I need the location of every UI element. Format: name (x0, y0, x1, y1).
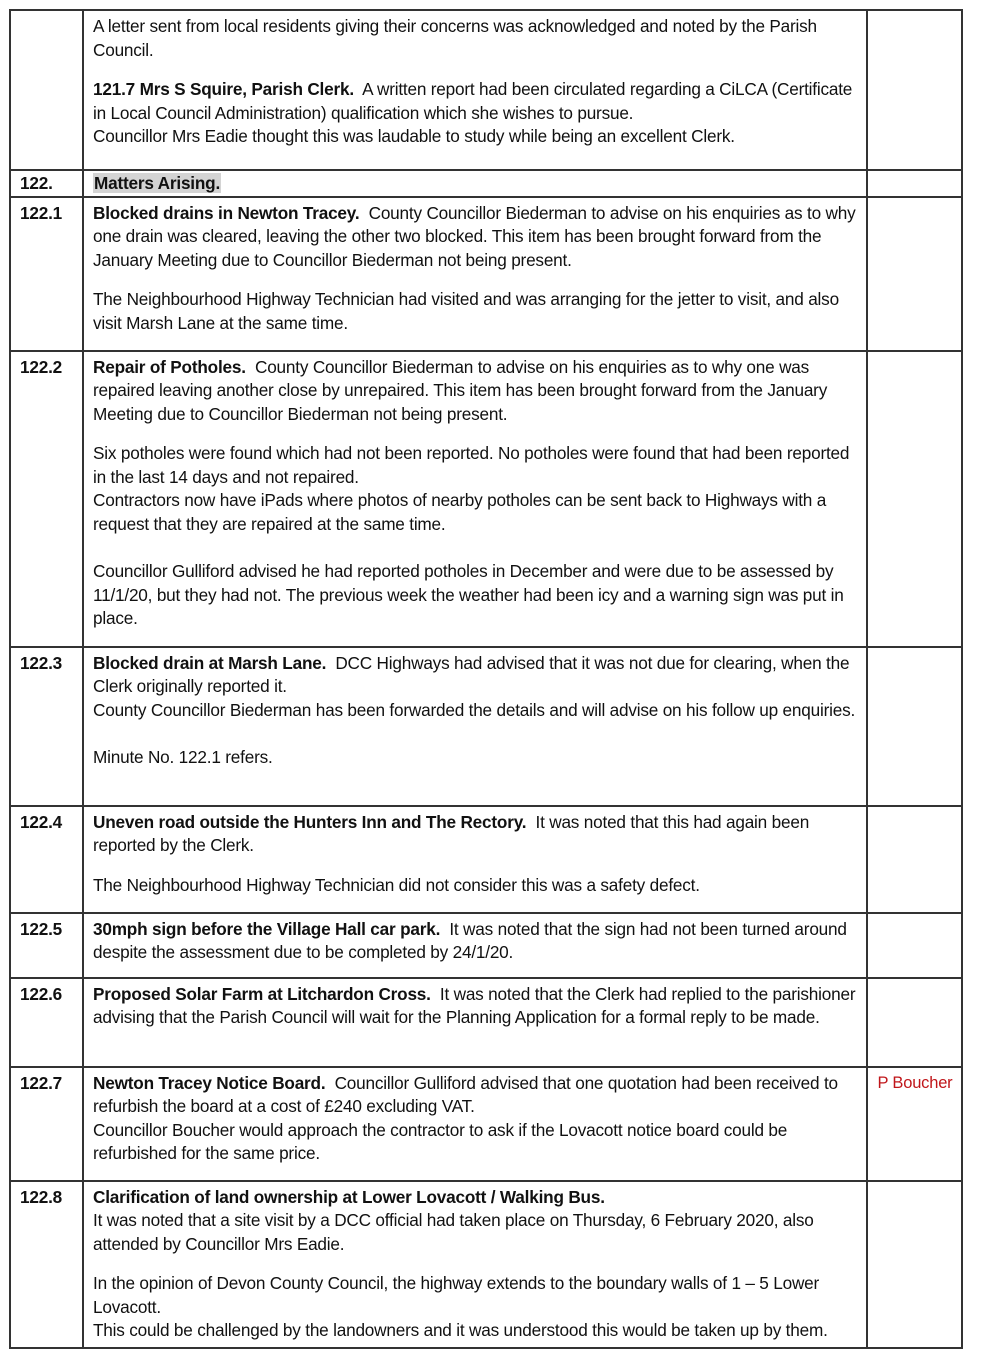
minute-row (10, 351, 962, 647)
minute-text: It was noted that the Clerk had replied to the parishioner advising that the Parish Council will wait for the Planning Application for a formal reply to be made. (93, 983, 856, 1027)
minute-number: 122.2 (10, 351, 83, 647)
minute-body (83, 170, 867, 197)
minute-row (10, 913, 962, 978)
minute-row (10, 806, 962, 913)
minute-paragraph: Minute No. 122.1 refers. (93, 747, 273, 767)
minute-text: County Councillor Biederman to advise on his enquiries as to why one was repaired leaving another close by unrepaired. This item has been brought forward from the January Meeting due to Councillor Biederman not being present. (93, 356, 828, 424)
minute-number: 122.1 (10, 197, 83, 351)
minute-paragraph (93, 1072, 858, 1119)
minute-paragraph: Contractors now have iPads where photos of nearby potholes can be sent back to Highways with a request that they are repaired at the same time. (93, 490, 827, 534)
minute-heading: Blocked drain at Marsh Lane. (93, 652, 327, 673)
minute-body (83, 978, 867, 1067)
minute-row (10, 197, 962, 351)
minute-body (83, 913, 867, 978)
minute-row (10, 1181, 962, 1348)
action-cell (867, 1181, 962, 1348)
action-cell (867, 647, 962, 806)
minute-text: It was noted that the sign had not been turned around despite the assessment due to be completed by 24/1/20. (93, 918, 847, 962)
minute-text: It was noted that this had again been reported by the Clerk. (93, 811, 810, 855)
minute-text: A written report had been circulated regarding a CiLCA (Certificate in Local Council Administration) qualification which she wishes to pursue. (93, 79, 853, 123)
minute-heading: 30mph sign before the Village Hall car park. (93, 918, 441, 939)
minute-paragraph: The Neighbourhood Highway Technician did not consider this was a safety defect. (93, 874, 700, 895)
minute-row (10, 1067, 962, 1181)
minute-body (83, 806, 867, 913)
minute-paragraph: A letter sent from local residents giving their concerns was acknowledged and noted by the Parish Council. (93, 16, 817, 60)
minute-paragraph (93, 811, 858, 858)
minute-paragraph: It was noted that a site visit by a DCC official had taken place on Thursday, 6 February 2020, also attended by Councillor Mrs Eadie. (93, 1210, 814, 1254)
minute-body (83, 10, 867, 170)
minute-number: 122.4 (10, 806, 83, 913)
minute-paragraph: Councillor Boucher would approach the contractor to ask if the Lovacott notice board could be refurbished for the same price. (93, 1119, 788, 1163)
minute-number (10, 10, 83, 170)
action-cell (867, 978, 962, 1067)
minute-heading: Repair of Potholes. (93, 356, 246, 377)
minute-number: 122.5 (10, 913, 83, 978)
minute-text: County Councillor Biederman to advise on his enquiries as to why one drain was cleared, leaving the other two blocked. This item has been brought forward from the January Meeting due to Councillor Biederman not being present. (93, 202, 856, 270)
minute-paragraph: The Neighbourhood Highway Technician had visited and was arranging for the jetter to visit, and also visit Marsh Lane at the same time. (93, 289, 839, 333)
minute-number: 122.6 (10, 978, 83, 1067)
minute-paragraph: This could be challenged by the landowners and it was understood this would be taken up by them. (93, 1320, 828, 1340)
minutes-table (9, 9, 963, 1349)
action-cell (867, 806, 962, 913)
action-cell (867, 170, 962, 197)
minute-number: 122.3 (10, 647, 83, 806)
minute-number: 122. (10, 170, 83, 197)
action-assignee: P Boucher (867, 1067, 962, 1181)
minute-heading: Blocked drains in Newton Tracey. (93, 202, 360, 223)
minute-body (83, 1067, 867, 1181)
minute-paragraph: Councillor Gulliford advised he had reported potholes in December and were due to be assessed by 11/1/20, but they had not. The previous week the weather had been icy and a warning sign was put in place. (93, 561, 844, 628)
action-cell (867, 913, 962, 978)
minute-paragraph: County Councillor Biederman has been forwarded the details and will advise on his follow up enquiries. (93, 699, 856, 720)
action-cell (867, 197, 962, 351)
minute-body (83, 647, 867, 806)
minute-paragraph (93, 78, 858, 125)
minute-paragraph (93, 202, 858, 273)
minute-paragraph: In the opinion of Devon County Council, the highway extends to the boundary walls of 1 – 5 Lower Lovacott. (93, 1273, 820, 1317)
minute-heading: Clarification of land ownership at Lower Lovacott / Walking Bus. (93, 1186, 605, 1207)
minute-text: Councillor Gulliford advised that one quotation had been received to refurbish the board at a cost of £240 excluding VAT. (93, 1072, 838, 1116)
minute-body (83, 1181, 867, 1348)
minute-number: 122.7 (10, 1067, 83, 1181)
action-cell (867, 10, 962, 170)
section-header-row (10, 170, 962, 197)
minute-heading: Proposed Solar Farm at Litchardon Cross. (93, 983, 431, 1004)
section-title: Matters Arising. (94, 173, 221, 193)
action-cell (867, 351, 962, 647)
minute-row (10, 10, 962, 170)
minute-row (10, 647, 962, 806)
minute-body (83, 197, 867, 351)
minute-paragraph (93, 983, 858, 1030)
minute-row (10, 978, 962, 1067)
minute-heading: Newton Tracey Notice Board. (93, 1072, 326, 1093)
minute-paragraph: Councillor Mrs Eadie thought this was laudable to study while being an excellent Clerk. (93, 126, 735, 146)
minute-number: 122.8 (10, 1181, 83, 1348)
minute-paragraph: Six potholes were found which had not been reported. No potholes were found that had been reported in the last 14 days and not repaired. (93, 443, 850, 487)
minute-paragraph (93, 356, 858, 427)
minute-body (83, 351, 867, 647)
minute-text: DCC Highways had advised that it was not due for clearing, when the Clerk originally reported it. (93, 652, 850, 696)
minute-heading: Uneven road outside the Hunters Inn and The Rectory. (93, 811, 527, 832)
minute-paragraph (93, 918, 858, 965)
minute-heading: 121.7 Mrs S Squire, Parish Clerk. (93, 79, 354, 99)
minute-paragraph (93, 652, 858, 699)
